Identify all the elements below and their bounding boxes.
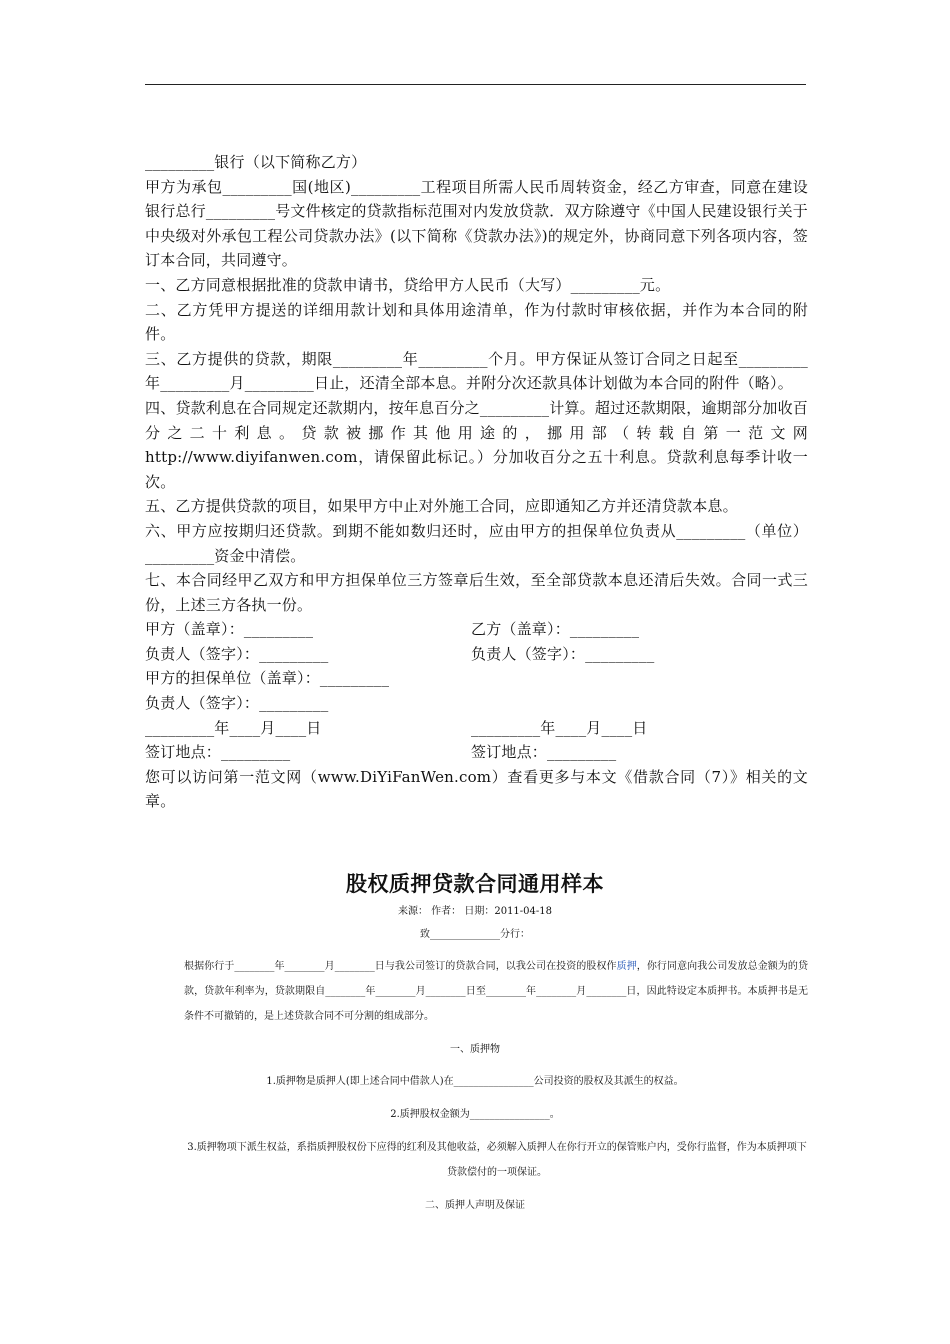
guarantor-seal: 甲方的担保单位（盖章）：_________	[145, 669, 390, 688]
article-meta: 来源： 作者： 日期：2011-04-18	[397, 906, 552, 917]
contract-line: 五、乙方提供贷款的项目，如果甲方中止对外施工合同，应即通知乙方并还清贷款本息。	[145, 497, 738, 516]
signature-row	[145, 642, 808, 667]
date-row	[145, 716, 808, 741]
clause-item: 3.质押物项下派生权益，系指质押股权份下应得的红利及其他收益，必须解入质押人在你行开立的保管账户内，受你行监督，作为本质押项下贷款偿付的一项保证。	[187, 1142, 807, 1178]
signature-row	[145, 617, 808, 642]
contract-line: 二、乙方凭甲方提送的详细用款计划和具体用途清单，作为付款时审核依据，并作为本合同的附件。	[145, 300, 808, 344]
guarantor-responsible: 负责人（签字）：_________	[145, 694, 329, 713]
date-a: _________年____月____日	[145, 718, 322, 737]
footer-note: 您可以访问第一范文网（www.DiYiFanWen.com）查看更多与本文《借款合同（7）》相关的文章。	[145, 767, 808, 811]
party-a-seal: 甲方（盖章）：_________	[145, 620, 314, 639]
contract-line: 七、本合同经甲乙双方和甲方担保单位三方签章后生效，至全部贷款本息还清后失效。合同一式三份，上述三方各执一份。	[145, 571, 808, 614]
addressee-line: 致______________分行：	[420, 929, 530, 940]
contract-line: 四、贷款利息在合同规定还款期内，按年息百分之_________计算。超过还款期限，逾期部分加收百分之二十利息。贷款被挪作其他用途的，挪用部（转载自第一范文网 http://www.diyifanwen.com，请保留此标记。）分加收百分之五十利息。贷款利息每季计收一次。	[145, 398, 808, 491]
place-b: 签订地点：_________	[471, 743, 617, 762]
clause-item: 2.质押股权金额为________________。	[390, 1109, 560, 1120]
party-a-responsible: 负责人（签字）：_________	[145, 644, 329, 663]
intro-text: 根据你行于________年________月________日与我公司签订的贷款合同，以我公司在投资的股权作	[184, 961, 617, 972]
contract-line: 一、乙方同意根据批准的贷款申请书，贷给甲方人民币（大写）_________元。	[145, 275, 671, 294]
header-rule	[145, 84, 806, 85]
contract-body	[145, 150, 808, 814]
intro-paragraph	[184, 954, 808, 1029]
article-title: 股权质押贷款合同通用样本	[346, 871, 604, 896]
party-b-seal: 乙方（盖章）：_________	[471, 620, 640, 639]
section-heading: 二、质押人声明及保证	[425, 1200, 525, 1211]
party-b-responsible: 负责人（签字）：_________	[471, 644, 655, 663]
contract-line: 六、甲方应按期归还贷款。到期不能如数归还时，应由甲方的担保单位负责从_________（单位）_________资金中清偿。	[145, 521, 808, 565]
place-row	[145, 740, 808, 765]
place-a: 签订地点：_________	[145, 743, 291, 762]
contract-line: 甲方为承包_________国(地区)_________工程项目所需人民币周转资金，经乙方审查，同意在建设银行总行_________号文件核定的贷款指标范围对内发放贷款．双方除遵守《中国人民建设银行关于中央级对外承包工程公司贷款办法》(以下简称《贷款办法》)的规定外，协商同意下列各项内容，签订本合同，共同遵守。	[145, 177, 808, 270]
intro-text-rest: ，你行同意向我公司发放总金额为的贷款，贷款年利率为，贷款期限自________年________月________日至________年________月________日，因此特设定本质押书。本质押书是无条件不可撤销的，是上述贷款合同不可分割的组成部分。	[184, 961, 809, 1022]
section-heading: 一、质押物	[450, 1044, 500, 1055]
contract-line: _________银行（以下简称乙方）	[145, 153, 367, 171]
pledge-link[interactable]: 质押	[616, 961, 637, 972]
date-b: _________年____月____日	[471, 718, 648, 737]
clause-item: 1.质押物是质押人(即上述合同中借款人)在________________公司投资的股权及其派生的权益。	[266, 1076, 684, 1087]
contract-line: 三、乙方提供的贷款，期限_________年_________个月。甲方保证从签订合同之日起至_________年_________月_________日止，还清全部本息。并附分次还款具体计划做为本合同的附件（略）。	[145, 349, 808, 393]
